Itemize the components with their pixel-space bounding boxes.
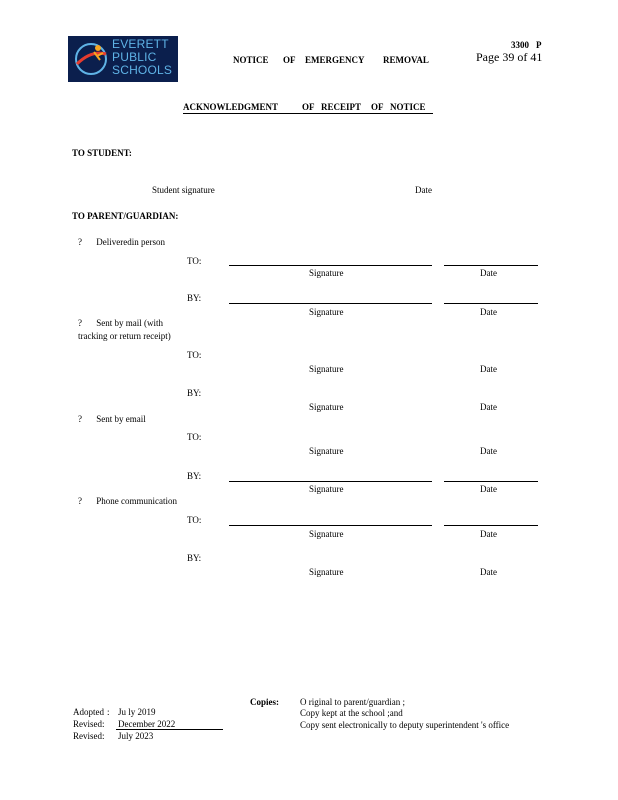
header-title-word: NOTICE bbox=[233, 55, 269, 65]
policy-number: 3300 bbox=[511, 40, 529, 50]
signature-caption: Signature bbox=[309, 529, 344, 539]
signature-line bbox=[229, 525, 432, 526]
delivery-method-item bbox=[78, 414, 146, 424]
ack-title-word: OF bbox=[371, 102, 384, 112]
header-title-word: REMOVAL bbox=[383, 55, 429, 65]
signature-line bbox=[229, 481, 432, 482]
by-label: BY: bbox=[187, 553, 202, 563]
signature-caption: Signature bbox=[309, 484, 344, 494]
history-date: December 2022 bbox=[118, 719, 176, 729]
signature-line bbox=[229, 303, 432, 304]
student-signature-label: Student signature bbox=[152, 185, 215, 195]
history-date: Ju ly 2019 bbox=[118, 707, 156, 717]
date-caption: Date bbox=[480, 567, 497, 577]
signature-caption: Signature bbox=[309, 446, 344, 456]
history-separator: : bbox=[107, 707, 110, 717]
logo-text bbox=[112, 38, 172, 77]
district-logo bbox=[68, 36, 178, 82]
delivery-method-label: Phone communication bbox=[96, 496, 177, 506]
ack-title-word: RECEIPT bbox=[321, 102, 362, 112]
policy-letter: P bbox=[536, 40, 542, 50]
to-label: TO: bbox=[187, 256, 202, 266]
to-label: TO: bbox=[187, 515, 202, 525]
copies-line: Copy kept at the school ;and bbox=[300, 708, 403, 718]
copies-line: O riginal to parent/guardian ; bbox=[300, 697, 405, 707]
date-caption: Date bbox=[480, 268, 497, 278]
copies-label: Copies: bbox=[250, 697, 279, 707]
date-caption: Date bbox=[480, 402, 497, 412]
date-caption: Date bbox=[480, 529, 497, 539]
ack-title-word: ACKNOWLEDGMENT bbox=[183, 102, 279, 112]
signature-caption: Signature bbox=[309, 307, 344, 317]
student-heading: TO STUDENT: bbox=[72, 148, 132, 158]
delivery-method-label: Sent by mail (with bbox=[96, 318, 163, 328]
delivery-method-label: Deliveredin person bbox=[96, 237, 165, 247]
history-date: July 2023 bbox=[118, 731, 154, 741]
date-caption: Date bbox=[480, 484, 497, 494]
globe-swirl-icon bbox=[72, 40, 110, 78]
logo-line-2: PUBLIC bbox=[112, 50, 157, 64]
history-label: Revised: bbox=[73, 719, 105, 729]
by-label: BY: bbox=[187, 388, 202, 398]
delivery-method-label-cont: tracking or return receipt) bbox=[78, 331, 171, 341]
signature-line bbox=[229, 265, 432, 266]
delivery-method-item bbox=[78, 496, 177, 506]
history-label: Adopted bbox=[73, 707, 104, 717]
page-number: Page 39 of 41 bbox=[476, 50, 543, 64]
checkbox-icon: ? bbox=[78, 496, 82, 506]
date-line bbox=[444, 481, 538, 482]
header-title-word: OF bbox=[283, 55, 296, 65]
delivery-method-item bbox=[78, 237, 165, 247]
date-line bbox=[444, 265, 538, 266]
checkbox-icon: ? bbox=[78, 318, 82, 328]
ack-title-word: NOTICE bbox=[390, 102, 426, 112]
signature-caption: Signature bbox=[309, 567, 344, 577]
student-date-label: Date bbox=[415, 185, 432, 195]
date-caption: Date bbox=[480, 364, 497, 374]
signature-caption: Signature bbox=[309, 402, 344, 412]
ack-title-word: OF bbox=[302, 102, 315, 112]
to-label: TO: bbox=[187, 350, 202, 360]
history-underline bbox=[116, 729, 223, 730]
by-label: BY: bbox=[187, 471, 202, 481]
copies-line: Copy sent electronically to deputy superintendent 's office bbox=[300, 720, 510, 730]
to-label: TO: bbox=[187, 432, 202, 442]
checkbox-icon: ? bbox=[78, 414, 82, 424]
signature-caption: Signature bbox=[309, 364, 344, 374]
by-label: BY: bbox=[187, 293, 202, 303]
date-line bbox=[444, 303, 538, 304]
signature-caption: Signature bbox=[309, 268, 344, 278]
logo-line-3: SCHOOLS bbox=[112, 63, 173, 77]
ack-title-underline bbox=[183, 113, 433, 114]
parent-heading: TO PARENT/GUARDIAN: bbox=[72, 211, 179, 221]
date-caption: Date bbox=[480, 446, 497, 456]
logo-line-1: EVERETT bbox=[112, 37, 169, 51]
date-caption: Date bbox=[480, 307, 497, 317]
date-line bbox=[444, 525, 538, 526]
delivery-method-label: Sent by email bbox=[96, 414, 146, 424]
history-label: Revised: bbox=[73, 731, 105, 741]
header-title-word: EMERGENCY bbox=[305, 55, 365, 65]
checkbox-icon: ? bbox=[78, 237, 82, 247]
delivery-method-item bbox=[78, 318, 163, 328]
